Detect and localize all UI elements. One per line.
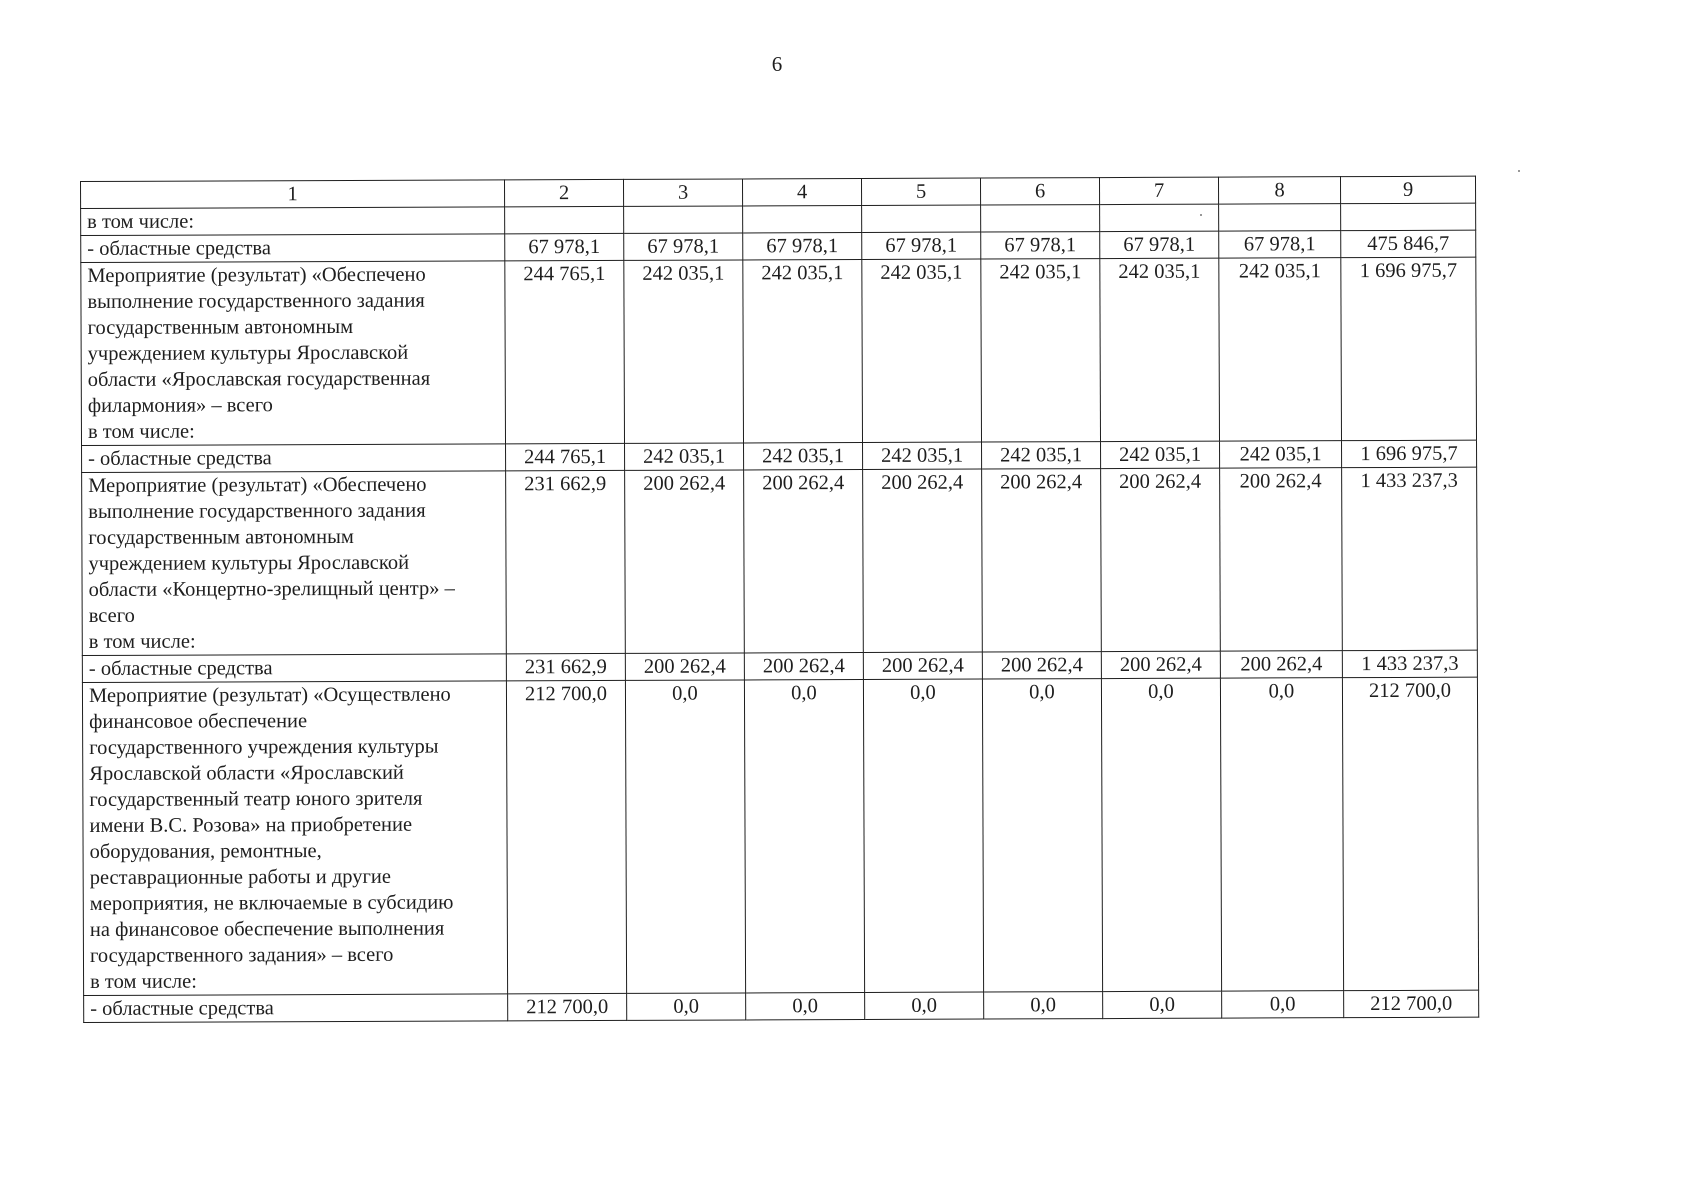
table-cell: 200 262,4 bbox=[1220, 651, 1342, 678]
table-cell: 242 035,1 bbox=[624, 260, 744, 443]
table-cell: 200 262,4 bbox=[1101, 468, 1221, 651]
table-cell: 67 978,1 bbox=[505, 233, 624, 260]
table-cell: 0,0 bbox=[1220, 678, 1343, 991]
table-cell bbox=[505, 206, 624, 233]
table-cell: 0,0 bbox=[863, 679, 983, 992]
column-header: 8 bbox=[1218, 177, 1340, 204]
table-cell: 200 262,4 bbox=[744, 652, 863, 679]
table-cell: 212 700,0 bbox=[508, 993, 627, 1020]
table-cell: 67 978,1 bbox=[624, 233, 743, 260]
row-label: Мероприятие (результат) «Обеспечено выполнение государственного задания государственным автономным учреждением культуры Ярославской области «Концертно-зрелищный центр» – всего в том числе: bbox=[82, 471, 507, 656]
table-cell: 67 978,1 bbox=[1100, 231, 1219, 258]
table-cell: 67 978,1 bbox=[743, 232, 862, 259]
table-row bbox=[82, 677, 1478, 995]
column-header: 1 bbox=[81, 180, 505, 209]
page-number: 6 bbox=[771, 52, 783, 76]
scan-speck bbox=[1200, 214, 1202, 216]
column-header: 4 bbox=[742, 178, 861, 205]
table-cell: 1 433 237,3 bbox=[1342, 467, 1478, 651]
column-header: 5 bbox=[861, 178, 980, 205]
table-cell: 242 035,1 bbox=[743, 259, 863, 442]
table-cell: 244 765,1 bbox=[506, 443, 625, 470]
table-cell: 200 262,4 bbox=[744, 469, 864, 652]
table-cell bbox=[624, 206, 743, 233]
table-cell: 0,0 bbox=[746, 992, 865, 1019]
table-cell: 212 700,0 bbox=[1342, 677, 1478, 991]
table-cell: 0,0 bbox=[1103, 991, 1222, 1018]
table-cell: 200 262,4 bbox=[982, 469, 1102, 652]
table-cell: 67 978,1 bbox=[981, 232, 1100, 259]
column-header: 7 bbox=[1099, 177, 1218, 204]
table-cell: 231 662,9 bbox=[506, 653, 625, 680]
row-label: - областные средства bbox=[82, 444, 506, 473]
table-cell: 0,0 bbox=[984, 992, 1103, 1019]
table-cell: 1 696 975,7 bbox=[1341, 257, 1477, 441]
table-cell: 67 978,1 bbox=[862, 232, 981, 259]
table-cell: 0,0 bbox=[1101, 678, 1221, 991]
table-cell: 200 262,4 bbox=[1101, 651, 1220, 678]
table-cell: 242 035,1 bbox=[863, 442, 982, 469]
row-label: - областные средства bbox=[84, 994, 508, 1023]
table-cell: 200 262,4 bbox=[863, 469, 983, 652]
table-cell: 200 262,4 bbox=[625, 470, 745, 653]
table-cell: 67 978,1 bbox=[1219, 231, 1341, 258]
row-label: Мероприятие (результат) «Обеспечено выполнение государственного задания государственным автономным учреждением культуры Ярославской области «Ярославская государственная филармония» – всего в том числе: bbox=[81, 261, 506, 446]
table-row bbox=[82, 467, 1478, 655]
table-cell: 212 700,0 bbox=[506, 680, 626, 993]
table-cell bbox=[743, 205, 862, 232]
row-label: - областные средства bbox=[81, 234, 505, 263]
table-cell: 0,0 bbox=[744, 679, 864, 992]
table-cell: 242 035,1 bbox=[862, 259, 982, 442]
table-cell: 242 035,1 bbox=[1101, 441, 1220, 468]
table-cell: 0,0 bbox=[625, 680, 745, 993]
row-label: в том числе: bbox=[81, 207, 505, 236]
table-cell: 200 262,4 bbox=[1220, 468, 1343, 651]
table-cell: 1 696 975,7 bbox=[1342, 440, 1477, 468]
table-cell: 475 846,7 bbox=[1341, 230, 1476, 258]
column-header: 9 bbox=[1340, 176, 1475, 204]
scan-speck bbox=[1518, 170, 1520, 172]
table-cell bbox=[1100, 204, 1219, 231]
budget-table bbox=[80, 176, 1479, 1023]
table-cell: 242 035,1 bbox=[1220, 441, 1342, 468]
table-row bbox=[84, 990, 1479, 1022]
table-cell bbox=[1341, 203, 1476, 231]
table-cell: 0,0 bbox=[982, 679, 1102, 992]
row-label: Мероприятие (результат) «Осуществлено финансовое обеспечение государственного учреждения культуры Ярославской области «Ярославский государственный театр юного зрителя имени В.С. Розова» на приобретение оборудования, ремонтные, реставрационные работы и другие мероприятия, не включаемые в субсидию на финансовое обеспечение выполнения государственного задания» – всего в том числе: bbox=[82, 681, 507, 996]
table-cell: 200 262,4 bbox=[982, 652, 1101, 679]
table-cell: 242 035,1 bbox=[1219, 258, 1342, 441]
table-cell: 1 433 237,3 bbox=[1342, 650, 1477, 678]
column-header: 6 bbox=[980, 178, 1099, 205]
table-cell bbox=[1219, 204, 1341, 231]
table-cell: 0,0 bbox=[1222, 991, 1344, 1018]
table-cell: 200 262,4 bbox=[625, 653, 744, 680]
table-cell: 242 035,1 bbox=[625, 443, 744, 470]
budget-table-wrapper bbox=[80, 176, 1479, 1023]
table-cell: 0,0 bbox=[627, 993, 746, 1020]
table-cell: 242 035,1 bbox=[1100, 258, 1220, 441]
table-cell bbox=[862, 205, 981, 232]
table-row bbox=[81, 257, 1477, 445]
table-cell: 242 035,1 bbox=[982, 442, 1101, 469]
table-cell: 242 035,1 bbox=[981, 259, 1101, 442]
table-cell: 200 262,4 bbox=[863, 652, 982, 679]
table-cell: 244 765,1 bbox=[505, 260, 625, 443]
table-cell: 0,0 bbox=[865, 992, 984, 1019]
table-cell: 242 035,1 bbox=[744, 442, 863, 469]
column-header: 2 bbox=[504, 179, 623, 206]
table-cell bbox=[981, 205, 1100, 232]
row-label: - областные средства bbox=[82, 654, 506, 683]
table-cell: 212 700,0 bbox=[1344, 990, 1479, 1018]
table-cell: 231 662,9 bbox=[506, 470, 626, 653]
column-header: 3 bbox=[623, 179, 742, 206]
